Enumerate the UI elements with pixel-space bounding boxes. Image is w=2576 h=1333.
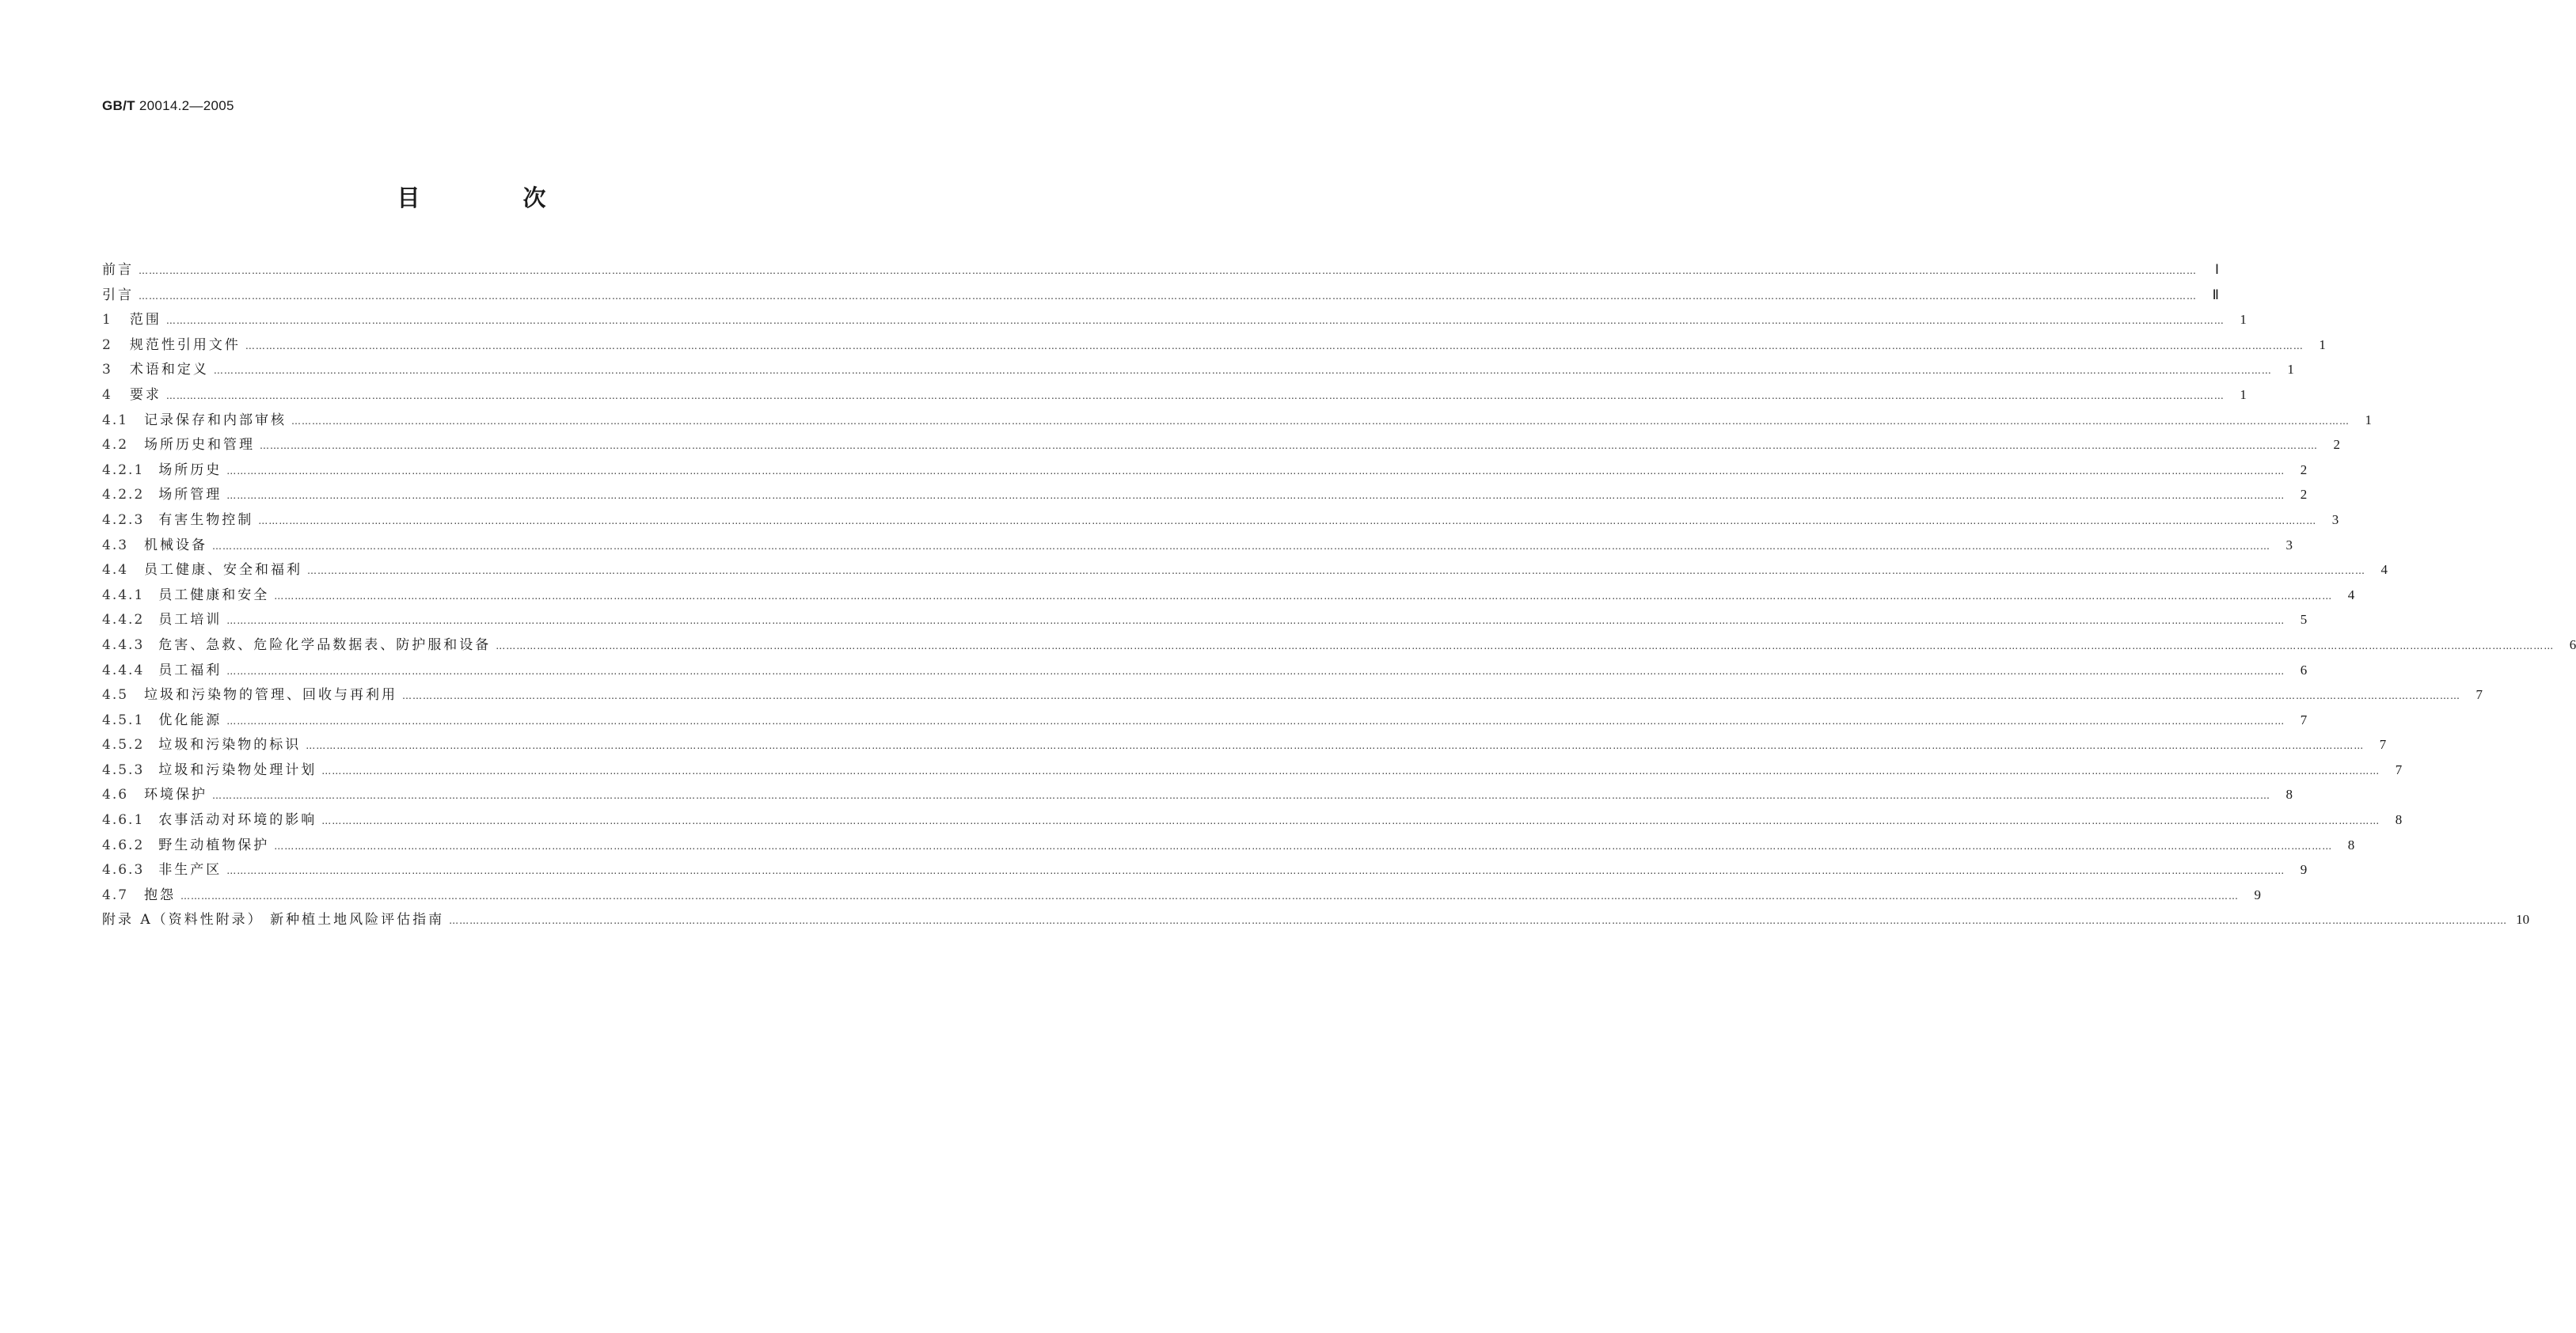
toc-leader-dots: …………………………………………………………………………………………………………………………………………………………………………………………………………………………………………………………………………………………………………………………………………………………………………………………………………………………………………………………………………………………………………………………………………………… [226, 465, 2285, 477]
toc-section-title: 术语和定义 [129, 362, 209, 378]
toc-leader-dots: …………………………………………………………………………………………………………………………………………………………………………………………………………………………………………………………………………………………………………………………………………………………………………………………………………………………………………………………………………………………………………………………………………………… [165, 389, 2225, 401]
toc-leader-dots: …………………………………………………………………………………………………………………………………………………………………………………………………………………………………………………………………………………………………………………………………………………………………………………………………………………………………………………………………………………………………………………………………………………… [402, 690, 2461, 702]
toc-section-title: 有害生物控制 [158, 511, 254, 528]
toc-entry[interactable] [102, 332, 2326, 358]
toc-entry[interactable] [102, 283, 2219, 308]
toc-leader-dots: …………………………………………………………………………………………………………………………………………………………………………………………………………………………………………………………………………………………………………………………………………………………………………………………………………………………………………………………………………………………………………………………………………………… [226, 665, 2285, 677]
toc-leader-dots: …………………………………………………………………………………………………………………………………………………………………………………………………………………………………………………………………………………………………………………………………………………………………………………………………………………………………………………………………………………………………………………………………………………… [321, 815, 2380, 827]
toc-page-number: 3 [2331, 511, 2339, 527]
toc-entry-label [102, 908, 449, 933]
toc-entry[interactable] [102, 708, 2308, 733]
toc-page-number: 1 [2240, 386, 2247, 402]
toc-entry[interactable] [102, 583, 2355, 608]
toc-entry[interactable] [102, 632, 2576, 658]
toc-entry-label [102, 458, 226, 484]
toc-section-number: 4.5.1 [102, 712, 145, 728]
toc-section-number: 3 [102, 362, 112, 378]
toc-section-title: 记录保存和内部审核 [144, 412, 287, 428]
table-of-contents [102, 257, 2576, 932]
toc-page-number: 1 [2365, 412, 2373, 427]
toc-section-title: 要求 [129, 386, 161, 403]
toc-entry-label [102, 408, 291, 434]
toc-entry-label [102, 583, 274, 609]
toc-section-title: 引言 [102, 287, 134, 303]
toc-page-number: 9 [2300, 862, 2308, 878]
toc-entry[interactable] [102, 533, 2293, 558]
page-title: 目 次 [397, 184, 594, 211]
toc-leader-dots: …………………………………………………………………………………………………………………………………………………………………………………………………………………………………………………………………………………………………………………………………………………………………………………………………………………………………………………………………………………………………………………………………………………… [496, 640, 2555, 651]
toc-section-number: 4.4.2 [102, 612, 145, 629]
toc-entry-label [102, 483, 226, 508]
toc-entry[interactable] [102, 607, 2308, 632]
toc-section-title: 垃圾和污染物处理计划 [158, 761, 317, 778]
toc-page-number: 6 [2300, 662, 2308, 678]
toc-leader-dots: …………………………………………………………………………………………………………………………………………………………………………………………………………………………………………………………………………………………………………………………………………………………………………………………………………………………………………………………………………………………………………………………………………………… [226, 615, 2285, 627]
toc-entry[interactable] [102, 557, 2388, 583]
toc-page-number: 8 [2285, 787, 2293, 803]
toc-leader-dots: …………………………………………………………………………………………………………………………………………………………………………………………………………………………………………………………………………………………………………………………………………………………………………………………………………………………………………………………………………………………………………………………………………………… [139, 265, 2197, 276]
toc-entry-label [102, 558, 307, 583]
toc-section-title: 场所历史和管理 [144, 437, 256, 454]
toc-section-number: 4.1 [102, 412, 129, 428]
toc-page-number: 1 [2240, 312, 2247, 328]
toc-entry[interactable] [102, 807, 2403, 833]
toc-entry-label [102, 608, 226, 633]
standard-prefix: GB/T [102, 98, 135, 113]
toc-leader-dots: …………………………………………………………………………………………………………………………………………………………………………………………………………………………………………………………………………………………………………………………………………………………………………………………………………………………………………………………………………………………………………………………………………………… [274, 840, 2333, 852]
toc-entry-label [102, 808, 321, 834]
toc-page-number: 8 [2347, 837, 2355, 853]
toc-entry-label [102, 733, 306, 758]
toc-entry[interactable] [102, 907, 2530, 932]
toc-page-number: 6 [2569, 636, 2576, 652]
toc-section-number: 4.2 [102, 437, 129, 454]
toc-section-title: 前言 [102, 262, 134, 278]
toc-entry[interactable] [102, 307, 2247, 332]
toc-page-number: 8 [2395, 812, 2403, 828]
toc-section-title: 范围 [129, 312, 161, 329]
toc-section-title: 场所历史 [158, 461, 222, 478]
toc-section-title: 农事活动对环境的影响 [158, 812, 317, 829]
toc-section-title: 非生产区 [158, 862, 222, 879]
toc-section-title: 危害、急救、危险化学品数据表、防护服和设备 [158, 636, 492, 653]
toc-entry[interactable] [102, 857, 2308, 883]
toc-section-number: 4 [102, 386, 112, 403]
toc-section-number: 4.4.4 [102, 662, 145, 678]
toc-page-number: 1 [2319, 336, 2326, 352]
toc-leader-dots: …………………………………………………………………………………………………………………………………………………………………………………………………………………………………………………………………………………………………………………………………………………………………………………………………………………………………………………………………………………………………………………………………………………… [307, 565, 2366, 577]
toc-section-number: 4.7 [102, 887, 129, 903]
toc-section-title: 抱怨 [144, 887, 177, 903]
toc-leader-dots: …………………………………………………………………………………………………………………………………………………………………………………………………………………………………………………………………………………………………………………………………………………………………………………………………………………………………………………………………………………………………………………………………………………… [212, 540, 2271, 552]
toc-entry-label [102, 633, 496, 659]
toc-entry-label [102, 333, 245, 359]
toc-entry[interactable] [102, 883, 2262, 908]
toc-entry[interactable] [102, 408, 2373, 433]
toc-section-number: 4.2.1 [102, 461, 145, 478]
toc-section-title: 机械设备 [144, 537, 208, 553]
toc-leader-dots: …………………………………………………………………………………………………………………………………………………………………………………………………………………………………………………………………………………………………………………………………………………………………………………………………………………………………………………………………………………………………………………………………………………… [274, 590, 2333, 602]
toc-entry[interactable] [102, 682, 2483, 708]
toc-entry[interactable] [102, 833, 2355, 858]
toc-entry[interactable] [102, 257, 2219, 283]
toc-section-number: 2 [102, 336, 112, 353]
toc-entry[interactable] [102, 382, 2247, 408]
toc-entry[interactable] [102, 507, 2339, 533]
toc-entry-label [102, 883, 180, 909]
toc-leader-dots: …………………………………………………………………………………………………………………………………………………………………………………………………………………………………………………………………………………………………………………………………………………………………………………………………………………………………………………………………………………………………………………………………………………… [180, 890, 2240, 902]
toc-entry-label [102, 683, 402, 708]
toc-entry[interactable] [102, 782, 2293, 807]
toc-page-number: 1 [2287, 362, 2294, 378]
toc-section-number: 4.6.3 [102, 862, 145, 879]
toc-section-title: 员工健康、安全和福利 [144, 562, 303, 579]
toc-entry[interactable] [102, 482, 2308, 507]
toc-section-number: 4.4 [102, 562, 129, 579]
toc-page-number: 7 [2395, 761, 2403, 777]
toc-section-number: 4.4.1 [102, 587, 145, 603]
toc-section-number: 4.5.2 [102, 737, 145, 754]
toc-leader-dots: …………………………………………………………………………………………………………………………………………………………………………………………………………………………………………………………………………………………………………………………………………………………………………………………………………………………………………………………………………………………………………………………………………………… [226, 490, 2285, 502]
toc-entry-label [102, 783, 212, 808]
toc-section-number: 4.2.3 [102, 511, 145, 528]
toc-section-number: 4.4.3 [102, 636, 145, 653]
toc-leader-dots: …………………………………………………………………………………………………………………………………………………………………………………………………………………………………………………………………………………………………………………………………………………………………………………………………………………………………………………………………………………………………………………………………………………… [212, 790, 2271, 802]
toc-entry-label [102, 534, 212, 559]
toc-leader-dots: …………………………………………………………………………………………………………………………………………………………………………………………………………………………………………………………………………………………………………………………………………………………………………………………………………………………………………………………………………………………………………………………………………………… [291, 415, 2350, 427]
toc-leader-dots: …………………………………………………………………………………………………………………………………………………………………………………………………………………………………………………………………………………………………………………………………………………………………………………………………………………………………………………………………………………………………………………………………………………… [139, 290, 2197, 302]
toc-section-title: 野生动植物保护 [158, 837, 270, 853]
toc-page-number: 2 [2300, 487, 2308, 503]
toc-page-number: 2 [2333, 437, 2341, 453]
toc-leader-dots: …………………………………………………………………………………………………………………………………………………………………………………………………………………………………………………………………………………………………………………………………………………………………………………………………………………………………………………………………………………………………………………………………………………… [165, 315, 2225, 327]
toc-section-number: 4.6.1 [102, 812, 145, 829]
toc-entry[interactable] [102, 758, 2403, 783]
toc-section-title: 优化能源 [158, 712, 222, 728]
toc-entry-label [102, 283, 139, 309]
toc-section-title: 员工培训 [158, 612, 222, 629]
toc-entry[interactable] [102, 357, 2294, 382]
toc-leader-dots: …………………………………………………………………………………………………………………………………………………………………………………………………………………………………………………………………………………………………………………………………………………………………………………………………………………………………………………………………………………………………………………………………………………… [321, 765, 2380, 777]
toc-section-title: 员工健康和安全 [158, 587, 270, 603]
toc-page-number: 2 [2300, 461, 2308, 477]
toc-leader-dots: …………………………………………………………………………………………………………………………………………………………………………………………………………………………………………………………………………………………………………………………………………………………………………………………………………………………………………………………………………………………………………………………………………………… [449, 915, 2508, 927]
toc-page-number: Ⅰ [2214, 262, 2219, 277]
toc-leader-dots: …………………………………………………………………………………………………………………………………………………………………………………………………………………………………………………………………………………………………………………………………………………………………………………………………………………………………………………………………………………………………………………………………………………… [245, 340, 2304, 351]
toc-section-number: 4.6 [102, 787, 129, 803]
toc-leader-dots: …………………………………………………………………………………………………………………………………………………………………………………………………………………………………………………………………………………………………………………………………………………………………………………………………………………………………………………………………………………………………………………………………………………… [258, 515, 2317, 526]
toc-page-number: 3 [2285, 537, 2293, 553]
toc-page-number: 7 [2475, 687, 2483, 703]
toc-section-title: 规范性引用文件 [129, 336, 241, 353]
toc-entry-label [102, 508, 258, 534]
toc-section-number: 4.5 [102, 687, 129, 704]
toc-page-number: 4 [2347, 587, 2355, 602]
toc-leader-dots: …………………………………………………………………………………………………………………………………………………………………………………………………………………………………………………………………………………………………………………………………………………………………………………………………………………………………………………………………………………………………………………………………………………… [226, 865, 2285, 877]
toc-section-title: 垃圾和污染物的标识 [158, 737, 302, 754]
toc-page-number: 5 [2300, 612, 2308, 628]
toc-leader-dots: …………………………………………………………………………………………………………………………………………………………………………………………………………………………………………………………………………………………………………………………………………………………………………………………………………………………………………………………………………………………………………………………………………………… [226, 715, 2285, 727]
toc-section-title: 附录 A（资料性附录） 新种植土地风险评估指南 [102, 912, 445, 929]
toc-section-title: 场所管理 [158, 487, 222, 503]
toc-entry-label [102, 708, 226, 734]
toc-page-number: 7 [2300, 712, 2308, 727]
toc-section-number: 1 [102, 312, 112, 329]
toc-section-title: 垃圾和污染物的管理、回收与再利用 [144, 687, 398, 704]
toc-entry[interactable] [102, 658, 2308, 683]
toc-entry-label [102, 758, 321, 784]
toc-page-number: 10 [2516, 912, 2530, 928]
toc-entry-label [102, 358, 214, 383]
toc-entry-label [102, 383, 166, 408]
toc-section-number: 4.5.3 [102, 761, 145, 778]
toc-entry[interactable] [102, 432, 2341, 458]
toc-leader-dots: …………………………………………………………………………………………………………………………………………………………………………………………………………………………………………………………………………………………………………………………………………………………………………………………………………………………………………………………………………………………………………………………………………………… [260, 440, 2319, 452]
toc-section-title: 员工福利 [158, 662, 222, 678]
toc-leader-dots: …………………………………………………………………………………………………………………………………………………………………………………………………………………………………………………………………………………………………………………………………………………………………………………………………………………………………………………………………………………………………………………………………………………… [306, 740, 2365, 752]
toc-entry[interactable] [102, 458, 2308, 483]
toc-entry[interactable] [102, 732, 2387, 758]
toc-entry-label [102, 258, 139, 283]
toc-section-title: 环境保护 [144, 787, 208, 803]
toc-entry-label [102, 308, 166, 333]
standard-code [102, 98, 234, 114]
toc-entry-label [102, 858, 226, 883]
toc-section-number: 4.6.2 [102, 837, 145, 853]
toc-page-number: 4 [2380, 562, 2388, 578]
toc-page-number: 9 [2254, 887, 2262, 902]
toc-section-number: 4.2.2 [102, 487, 145, 503]
toc-entry-label [102, 834, 274, 859]
toc-page-number: Ⅱ [2212, 287, 2219, 302]
standard-number: 20014.2—2005 [139, 98, 234, 113]
toc-section-number: 4.3 [102, 537, 129, 553]
toc-entry-label [102, 433, 260, 458]
toc-entry-label [102, 659, 226, 684]
toc-page-number: 7 [2379, 737, 2387, 753]
toc-leader-dots: …………………………………………………………………………………………………………………………………………………………………………………………………………………………………………………………………………………………………………………………………………………………………………………………………………………………………………………………………………………………………………………………………………………… [213, 365, 2272, 377]
